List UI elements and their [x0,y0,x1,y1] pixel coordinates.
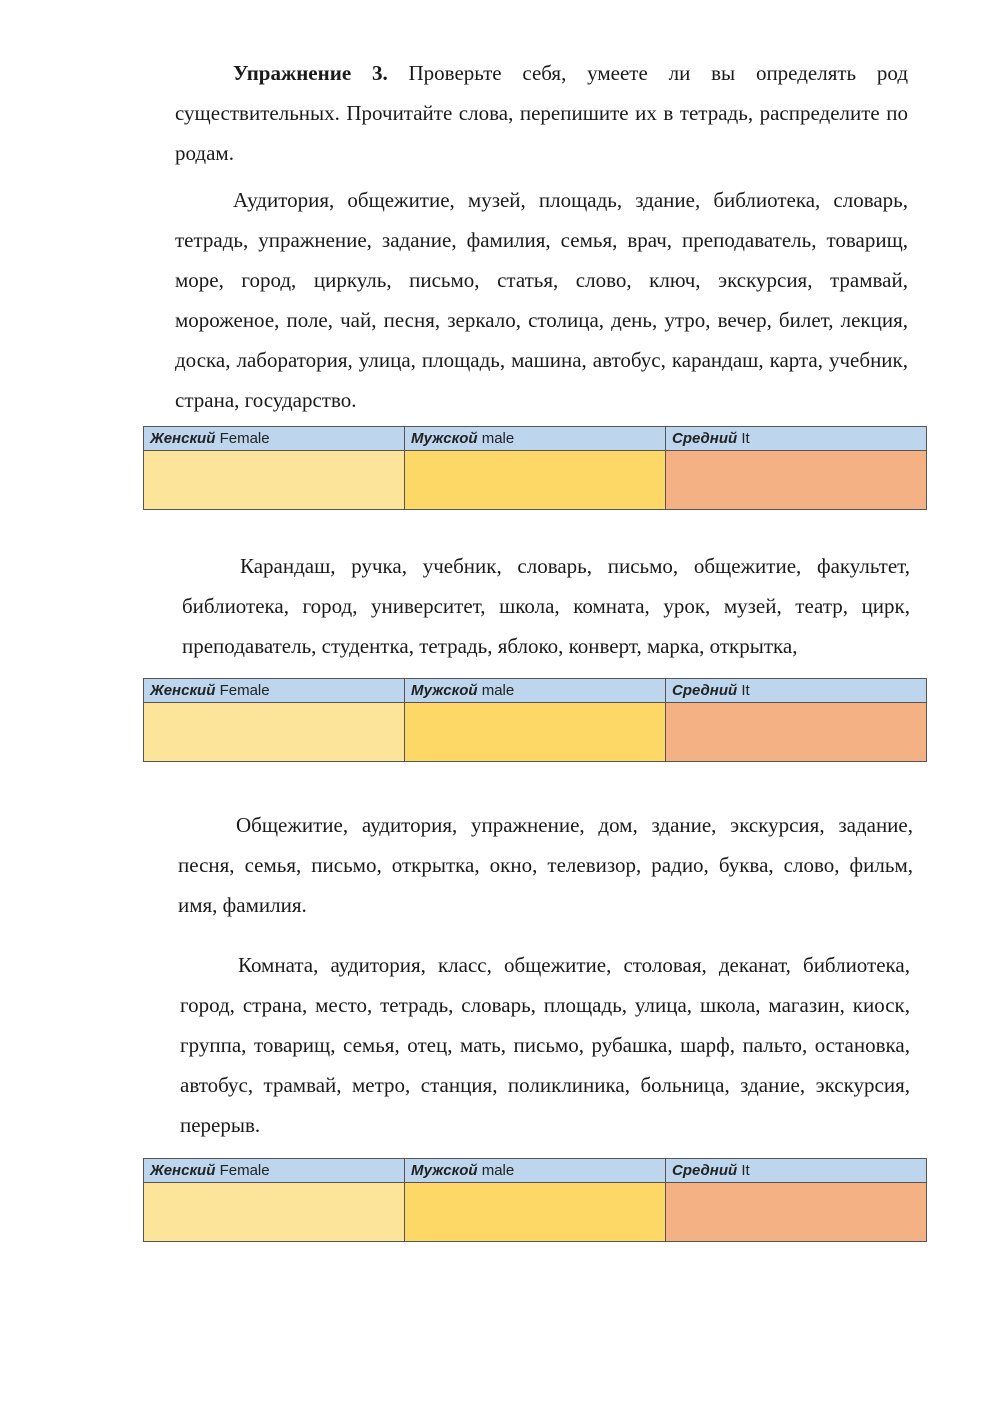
table-answer-row [144,451,927,510]
gender-table-2 [143,678,927,762]
word-list-4: Комната, аудитория, класс, общежитие, столовая, деканат, библиотека, город, страна, место, тетрадь, словарь, площадь, улица, школа, магазин, киоск, группа, товарищ, семья, отец, мать, письмо, рубашка, шарф, пальто, остановка, автобус, трамвай, метро, станция, поликлиника, больница, здание, экскурсия, перерыв. [180,953,910,1137]
exercise-instruction [175,53,908,173]
table-header-row [144,679,927,703]
gender-table-3 [143,1158,927,1242]
exercise-title: Упражнение 3. [233,61,388,85]
instruction-text: Проверьте себя, умеете ли вы определять род существительных. Прочитайте слова, перепишите их в тетрадь, распределите по родам. [175,61,909,165]
gender-table-1 [143,426,927,510]
word-list-3: Общежитие, аудитория, упражнение, дом, здание, экскурсия, задание, песня, семья, письмо, открытка, окно, телевизор, радио, буква, слово, фильм, имя, фамилия. [178,813,913,917]
header-neuter: Средний It [666,679,927,703]
table-header-row [144,1159,927,1183]
table-header-row [144,427,927,451]
header-neuter: Средний It [666,427,927,451]
masculine-answer-cell[interactable] [405,1183,666,1242]
neuter-answer-cell[interactable] [666,1183,927,1242]
header-neuter: Средний It [666,1159,927,1183]
word-list-1: Аудитория, общежитие, музей, площадь, здание, библиотека, словарь, тетрадь, упражнение, задание, фамилия, семья, врач, преподаватель, товарищ, море, город, циркуль, письмо, статья, слово, ключ, экскурсия, трамвай, мороженое, поле, чай, песня, зеркало, столица, день, утро, вечер, билет, лекция, доска, лаборатория, улица, площадь, машина, автобус, карандаш, карта, учебник, страна, государство. [175,188,908,412]
feminine-answer-cell[interactable] [144,1183,405,1242]
header-masculine: Мужской male [405,679,666,703]
masculine-answer-cell[interactable] [405,703,666,762]
feminine-answer-cell[interactable] [144,451,405,510]
header-feminine: Женский Female [144,1159,405,1183]
feminine-answer-cell[interactable] [144,703,405,762]
table-answer-row [144,1183,927,1242]
header-masculine: Мужской male [405,1159,666,1183]
neuter-answer-cell[interactable] [666,703,927,762]
table-answer-row [144,703,927,762]
header-feminine: Женский Female [144,679,405,703]
header-feminine: Женский Female [144,427,405,451]
masculine-answer-cell[interactable] [405,451,666,510]
word-list-2: Карандаш, ручка, учебник, словарь, письмо, общежитие, факультет, библиотека, город, университет, школа, комната, урок, музей, театр, цирк, преподаватель, студентка, тетрадь, яблоко, конверт, марка, открытка, [182,554,910,658]
header-masculine: Мужской male [405,427,666,451]
neuter-answer-cell[interactable] [666,451,927,510]
